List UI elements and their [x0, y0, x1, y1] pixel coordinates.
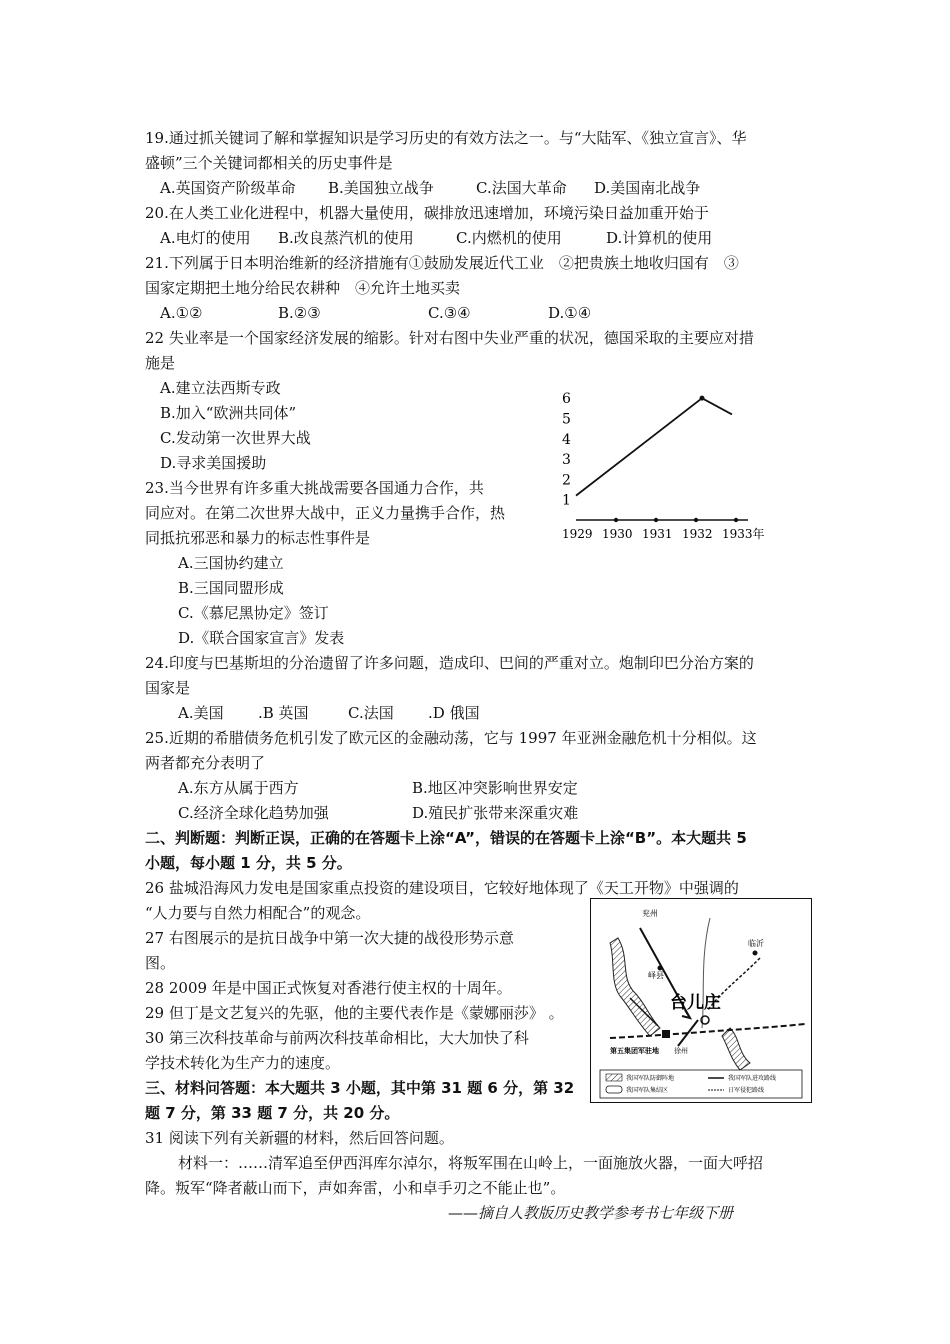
q19-option-a: A.英国资产阶级革命 — [160, 179, 296, 197]
town-marker-linyi — [753, 951, 758, 956]
q19-option-c: C.法国大革命 — [476, 179, 567, 197]
y-tick-label: 6 — [562, 391, 571, 408]
q24-options — [178, 703, 480, 723]
x-tick-dot — [734, 518, 738, 522]
q22-stem-line2: 施是 — [145, 354, 176, 372]
q26-line1: 26 盐城沿海风力发电是国家重点投资的建设项目，它较好地体现了《天工开物》中强调的 — [145, 879, 739, 897]
q19-options — [160, 178, 700, 198]
q25-option-a: A.东方从属于西方 — [178, 779, 299, 797]
q24-option-b: .B 英国 — [258, 704, 309, 722]
x-tick-dot — [694, 518, 698, 522]
x-tick-label: 1932 — [682, 527, 713, 541]
town-marker-yixian — [658, 966, 663, 971]
q22-option-a: A.建立法西斯专政 — [160, 379, 281, 397]
q22-option-c: C.发动第一次世界大战 — [160, 429, 311, 447]
q24-option-d: .D 俄国 — [428, 704, 480, 722]
q19-option-b: B.美国独立战争 — [328, 179, 434, 197]
q20-option-b: B.改良蒸汽机的使用 — [278, 229, 414, 247]
q21-option-b: B.②③ — [278, 304, 321, 322]
q20-stem: 20.在人类工业化进程中，机器大量使用，碳排放迅速增加，环境污染日益加重开始于 — [145, 204, 709, 222]
x-tick-dot — [614, 518, 618, 522]
material1-line1: 材料一：……清军追至伊西洱库尔淖尔，将叛军围在山岭上，一面施放火器，一面大呼招 — [178, 1154, 764, 1172]
q21-options — [160, 303, 591, 323]
section3-title-line2: 题 7 分，第 33 题 7 分，共 20 分。 — [145, 1104, 400, 1122]
q25-option-d: D.殖民扩张带来深重灾难 — [412, 804, 579, 822]
y-tick-label: 2 — [562, 472, 571, 489]
material1-source: ——摘自人教版历史教学参考书七年级下册 — [448, 1204, 734, 1222]
legend-attack-label: 我国军队进攻路线 — [728, 1075, 777, 1082]
q21-stem-line2: 国家定期把土地分给民农耕种 ④允许土地买卖 — [145, 279, 461, 297]
q24-option-c: C.法国 — [348, 704, 394, 722]
x-tick-label: 1930 — [602, 527, 633, 541]
q20-option-a: A.电灯的使用 — [160, 229, 251, 247]
q23-option-d: D.《联合国家宣言》发表 — [178, 629, 345, 647]
q20-options — [160, 228, 712, 248]
q20-option-d: D.计算机的使用 — [606, 229, 713, 247]
q25-stem-line1: 25.近期的希腊债务危机引发了欧元区的金融动荡，它与 1997 年亚洲金融危机十分相似。这 — [145, 729, 757, 747]
q23-stem-line2: 同应对。在第二次世界大战中，正义力量携手合作，热 — [145, 504, 506, 522]
q24-stem-line1: 24.印度与巴基斯坦的分治遗留了许多问题，造成印、巴间的严重对立。炮制印巴分治方案的 — [145, 654, 754, 672]
q27-line1: 27 右图展示的是抗日战争中第一次大捷的战役形势示意 — [145, 929, 514, 947]
q22-stem-line1: 22 失业率是一个国家经济发展的缩影。针对右图中失业严重的状况，德国采取的主要应对措 — [145, 329, 754, 347]
legend-defense-label: 我国军队防御阵地 — [626, 1075, 675, 1082]
section3-title-line1: 三、材料问答题：本大题共 3 小题，其中第 31 题 6 分，第 32 — [145, 1079, 575, 1097]
legend-japanese-label: 日军侵犯路线 — [728, 1087, 765, 1094]
x-tick-dot — [654, 518, 658, 522]
y-tick-label: 5 — [562, 411, 571, 428]
y-tick-label: 3 — [562, 452, 571, 469]
q30-line2: 学技术转化为生产力的速度。 — [145, 1054, 341, 1072]
q23-stem-line1: 23.当今世界有许多重大挑战需要各国通力合作，共 — [145, 479, 484, 497]
label-yixian: 峄县 — [648, 971, 664, 980]
q21-stem-line1: 21.下列属于日本明治维新的经济措施有①鼓励发展近代工业 ②把贵族土地收归国有 ③ — [145, 254, 739, 272]
q21-option-c: C.③④ — [428, 304, 471, 322]
section2-title-line2: 小题，每小题 1 分，共 5 分。 — [145, 854, 352, 872]
q22-option-d: D.寻求美国援助 — [160, 454, 267, 472]
q22-option-b: B.加入“欧洲共同体” — [160, 404, 297, 422]
unemployment-line-chart — [548, 380, 778, 542]
q24-stem-line2: 国家是 — [145, 679, 191, 697]
q31-stem: 31 阅读下列有关新疆的材料，然后回答问题。 — [145, 1129, 454, 1147]
q21-option-d: D.①④ — [548, 304, 592, 322]
q24-option-a: A.美国 — [178, 704, 224, 722]
label-hq: 第五集团军驻地 — [610, 1047, 659, 1055]
hq-marker — [662, 1030, 670, 1038]
y-tick-label: 1 — [562, 492, 571, 509]
taierzhuang-battle-map — [590, 898, 812, 1103]
q19-stem-line1: 19.通过抓关键词了解和掌握知识是学习历史的有效方法之一。与“大陆军、《独立宣言》、华 — [145, 129, 747, 147]
material1-line2: 降。叛军“降者蔽山而下，声如奔雷，小和卓手刃之不能止也”。 — [145, 1179, 566, 1197]
x-tick-label: 1929 — [562, 527, 593, 541]
x-tick-label: 1931 — [642, 527, 673, 541]
x-tick-label: 1933年 — [722, 527, 765, 541]
q25-option-b: B.地区冲突影响世界安定 — [412, 779, 578, 797]
q25-options-row2 — [178, 803, 578, 823]
q27-line2: 图。 — [145, 954, 176, 972]
q23-option-b: B.三国同盟形成 — [178, 579, 284, 597]
section2-title-line1: 二、判断题：判断正误，正确的在答题卡上涂“A”，错误的在答题卡上涂“B”。本大题共 5 — [145, 829, 747, 847]
q23-option-a: A.三国协约建立 — [178, 554, 284, 572]
legend-assembly-label: 我国军队集结区 — [626, 1087, 669, 1094]
q25-options-row1 — [178, 778, 578, 798]
series-line — [576, 398, 732, 495]
q26-line2: “人力要与自然力相配合”的观念。 — [145, 904, 371, 922]
y-tick-label: 4 — [562, 431, 571, 448]
legend-defense-swatch — [606, 1074, 622, 1081]
q23-option-c: C.《慕尼黑协定》签订 — [178, 604, 329, 622]
q19-stem-line2: 盛顿”三个关键词都相关的历史事件是 — [145, 154, 393, 172]
label-xuzhou: 徐州 — [674, 1047, 688, 1055]
peak-point — [700, 396, 705, 401]
label-yanzhou: 兖州 — [642, 909, 658, 918]
q20-option-c: C.内燃机的使用 — [456, 229, 562, 247]
q30-line1: 30 第三次科技革命与前两次科技革命相比，大大加快了科 — [145, 1029, 529, 1047]
q28: 28 2009 年是中国正式恢复对香港行使主权的十周年。 — [145, 979, 512, 997]
q25-option-c: C.经济全球化趋势加强 — [178, 804, 329, 822]
q25-stem-line2: 两者都充分表明了 — [145, 754, 266, 772]
q19-option-d: D.美国南北战争 — [594, 179, 701, 197]
q23-stem-line3: 同抵抗邪恶和暴力的标志性事件是 — [145, 529, 371, 547]
label-linyi: 临沂 — [748, 939, 764, 948]
q29: 29 但丁是文艺复兴的先驱，他的主要代表作是《蒙娜丽莎》 。 — [145, 1004, 564, 1022]
label-taierzhuang: 台儿庄 — [670, 993, 721, 1013]
q21-option-a: A.①② — [160, 304, 203, 322]
